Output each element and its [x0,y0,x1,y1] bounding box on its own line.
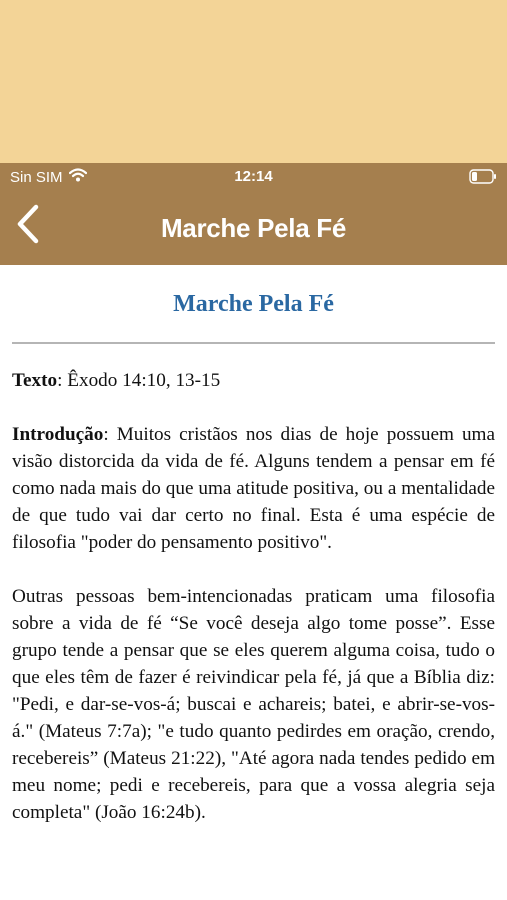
top-background [0,0,507,163]
article-heading: Marche Pela Fé [173,291,334,317]
body-paragraph: Outras pessoas bem-intencionadas praticam uma filosofia sobre a vida de fé “Se você deseja algo tome posse”. Esse grupo tende a pensar que se eles querem alguma coisa, tudo o que eles têm de fazer é reivindicar pela fé, já que a Bíblia diz: "Pedi, e dar-se-vos-á; buscai e achareis; batei, e abrir-se-vos-á." (Mateus 7:7a); "e tudo quanto pedirdes em oração, crendo, recebereis” (Mateus 21:22), "Até agora nada tendes pedido em meu nome; pedi e recebereis, para que a vossa alegria seja completa" (João 16:24b). [12,586,495,823]
scripture-reference [12,367,495,394]
nav-title: Marche Pela Fé [160,213,347,243]
status-time: 12:14 [234,168,273,185]
status-bar [0,163,507,191]
carrier-label: Sin SIM [10,168,63,186]
intro-label: Introdução [12,424,104,445]
battery-icon [469,169,497,184]
text-value: : Êxodo 14:10, 13-15 [57,370,221,391]
text-label: Texto [12,370,58,391]
navigation-bar [0,191,507,265]
introduction-paragraph [12,421,495,556]
heading-divider [12,342,495,344]
intro-body: : Muitos cristãos nos dias de hoje possuem uma visão distorcida da vida de fé. Alguns tendem a pensar em fé como nada mais do que uma atitude positiva, ou a mentalidade de que tudo vai dar certo no final. Esta é uma espécie de filosofia "poder do pensamento positivo". [12,424,495,553]
article-content [0,265,507,900]
